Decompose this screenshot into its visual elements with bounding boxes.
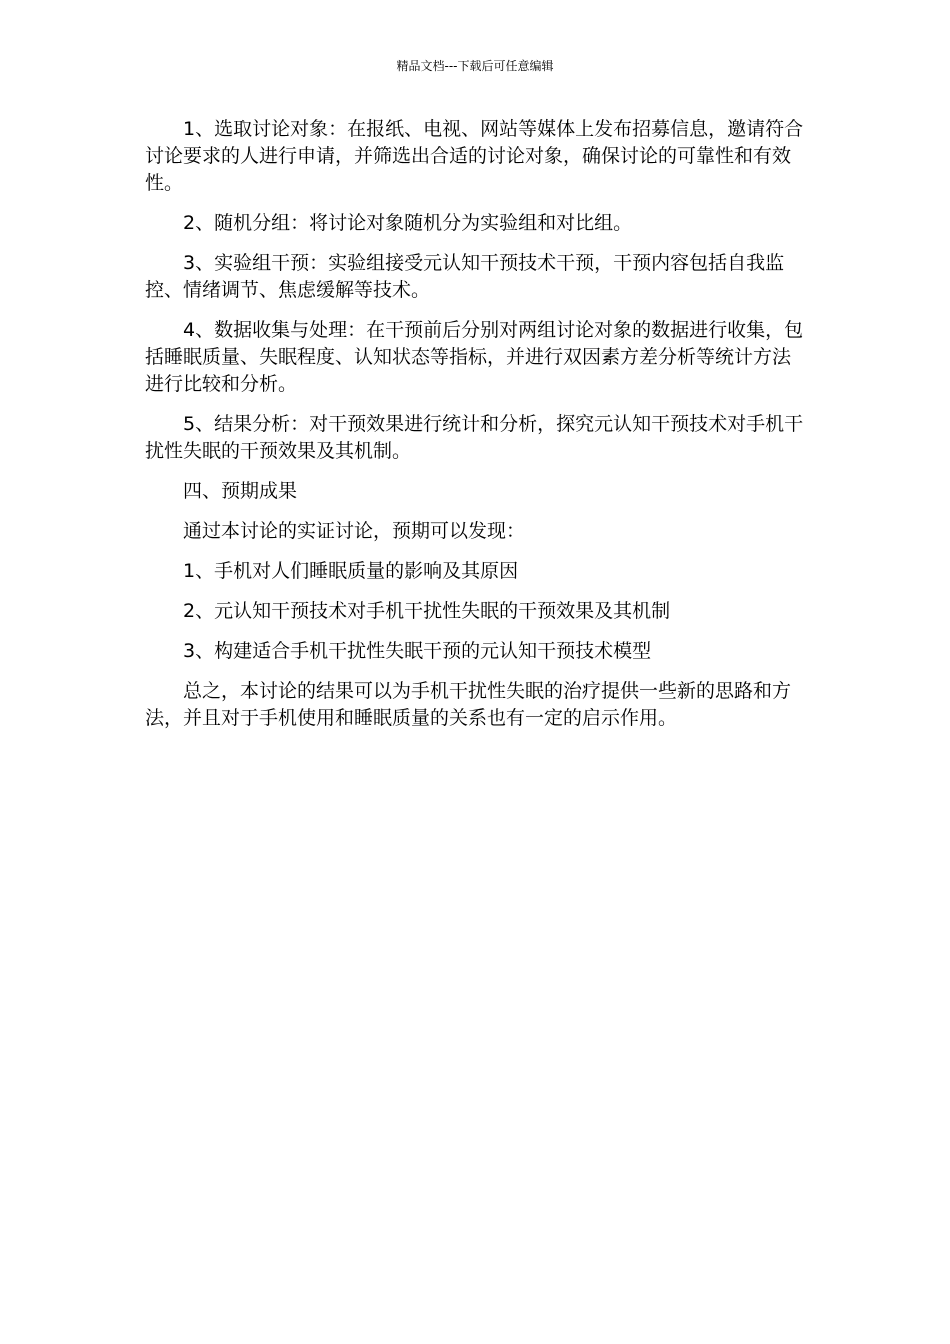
- document-body: [145, 116, 805, 745]
- conclusion-paragraph: 总之，本讨论的结果可以为手机干扰性失眠的治疗提供一些新的思路和方法，并且对于手机使用和睡眠质量的关系也有一定的启示作用。: [145, 680, 792, 729]
- page-header: 精品文档---下载后可任意编辑: [396, 59, 554, 73]
- section-heading-expected-results: 四、预期成果: [183, 480, 298, 502]
- method-step-3: 3、实验组干预：实验组接受元认知干预技术干预，干预内容包括自我监控、情绪调节、焦虑缓解等技术。: [145, 252, 785, 301]
- expected-result-3: 3、构建适合手机干扰性失眠干预的元认知干预技术模型: [183, 640, 652, 662]
- method-step-2: 2、随机分组：将讨论对象随机分为实验组和对比组。: [183, 212, 633, 234]
- expected-result-2: 2、元认知干预技术对手机干扰性失眠的干预效果及其机制: [183, 600, 671, 622]
- method-step-5: 5、结果分析：对干预效果进行统计和分析，探究元认知干预技术对手机干扰性失眠的干预效果及其机制。: [145, 413, 804, 462]
- expected-results-intro: 通过本讨论的实证讨论，预期可以发现：: [183, 520, 526, 542]
- expected-result-1: 1、手机对人们睡眠质量的影响及其原因: [183, 560, 519, 582]
- method-step-4: 4、数据收集与处理：在干预前后分别对两组讨论对象的数据进行收集，包括睡眠质量、失眠程度、认知状态等指标，并进行双因素方差分析等统计方法进行比较和分析。: [145, 319, 804, 395]
- method-step-1: 1、选取讨论对象：在报纸、电视、网站等媒体上发布招募信息，邀请符合讨论要求的人进行申请，并筛选出合适的讨论对象，确保讨论的可靠性和有效性。: [145, 118, 804, 194]
